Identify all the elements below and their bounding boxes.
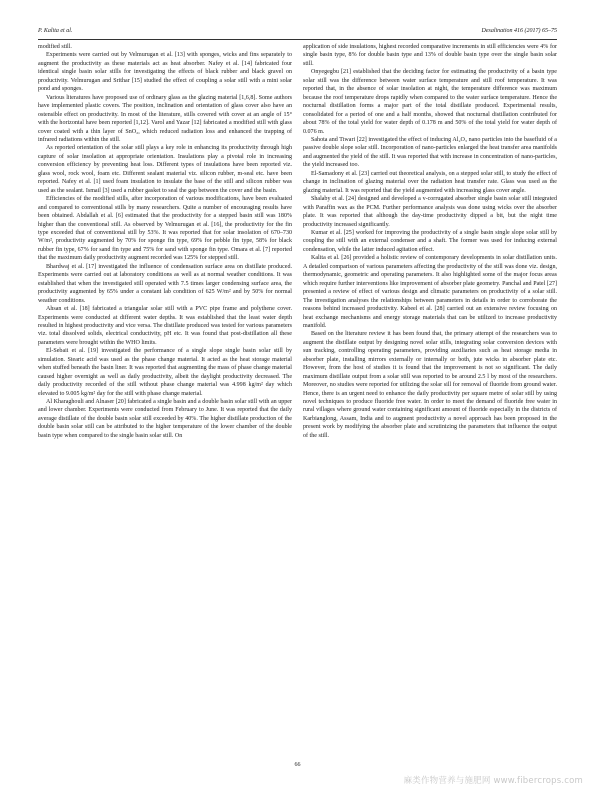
paragraph: El-Sebaii et al. [19] investigated the performance of a single slope single basin solar still by simulation. Stearic acid was used as the phase change material. It acted as the heat storage material when stuffed beneath the basin liner. It was reported that augmenting the mass of phase change material caused higher overnight as well as daily productivity, albeit the daylight productivity decreased. The daily productivity recorded of the still without phase change material was 4.998 kg/m² day which elevated to 9.005 kg/m² day for the still with phase change material. xyxy=(38,348,292,397)
paragraph: El-Samadony et al. [23] carried out theoretical analysis, on a stepped solar still, to study the effect of change in inclination of glazing material over the radiation heat transfer rate. Glass was used as the glazing material. It was reported that the yield augmented with increasing glass cover angle. xyxy=(303,170,557,194)
body-columns xyxy=(38,43,557,440)
paragraph: application of side insulations, highest recorded comparative increments in still efficiencies were 4% for single basin type, 8% for double basin type and 13% of double basin type over the single basin solar still. xyxy=(303,44,557,67)
paragraph: Shalaby et al. [24] designed and developed a v-corrugated absorber single basin solar still integrated with Paraffin wax as the PCM. Further performance analysis was done using wicks over the absorber plate. It was reported that although the day-time productivity dipped a bit, but the night time productivity increased significantly. xyxy=(303,196,557,228)
paragraph: Kumar et al. [25] worked for improving the productivity of a single basin single slope solar still by coupling the still with an external condenser and a shaft. The former was used for inducing external condensation, while the latter induced agitation effect. xyxy=(303,229,557,253)
paragraph: Various literatures have proposed use of ordinary glass as the glazing material [1,6,8]. Some authors have implemented plastic covers. The position, inclination and orientation of glass cover also have an ostensible effect on productivity. In most of the literature, stills covered with cover at an angle of 15° with the horizontal have been reported [1,12]. Varol and Yazar [12] fabricated a modified still with glass cover coated with a thin layer of SnO₂, which reduced radiation loss and enhanced the trapping of infrared radiations within the still. xyxy=(38,94,292,143)
header-rule xyxy=(38,39,557,40)
paragraph: As reported orientation of the solar still plays a key role in enhancing its productivity through high capture of solar insolation at appropriate orientation. Insulations play a pivotal role in increasing conversion efficiency by preventing heat loss. Different types of insulations have been reported viz. glass wool, rock wool, foam etc. Different sealant material viz. silicon rubber, m-seal etc. have been reported. Nafey et al. [1] used foam insulation to insulate the base of the still and silicon rubber was used as the sealant. Ismail [3] used a rubber gasket to seal the gap between the cover and the basin. xyxy=(38,145,292,194)
header-authors: P. Kalita et al. xyxy=(38,28,73,34)
header-journal: Desalination 416 (2017) 65–75 xyxy=(481,28,557,34)
paragraph: Onyegegbu [21] established that the deciding factor for estimating the productivity of a basin type solar still was the difference between water surface temperature and still roof temperature. It was reported that, in the absence of solar insolation at night, the temperature difference was maximum because the roof temperature drops rapidly when compared to the water surface temperature. Hence the nocturnal distillation forms a major part of the total distillate produced. Experimental results, consolidated for a period of one and a half months, showed that nocturnal distillation contributed for about 78% of the total yield for water depth of 0.178 m and 50% of the total yield for water depth of 0.076 m. xyxy=(303,69,557,135)
paragraph: Kalita et al. [26] provided a holistic review of contemporary developments in solar distillation units. A detailed comparison of various parameters affecting the productivity of the still was done viz. design, thermodynamic, geometric and operating parameters. It also highlighted some of the major focus areas which require further interventions like improvement of absorber plate geometry. Panchal and Patel [27] presented a review of effect of various design and climatic parameters on productivity of a solar still. The investigation analyses the relationships between parameters in details in order to corroborate the reasons behind increased productivity. Kabeel et al. [28] carried out an extensive review focusing on heat exchange mechanisms and energy storage materials that can be utilized to increase productivity manifold. xyxy=(303,255,557,329)
running-header xyxy=(38,28,557,34)
right-column xyxy=(303,43,557,440)
paragraph: Experiments were carried out by Velmurugan et al. [13] with sponges, wicks and fins separately to augment the productivity as these materials act as heat absorber. Nafey et al. [14] fabricated four identical single basin solar stills for investigating the effects of black rubber and black gravel on productivity. Velmurugan and Srithar [15] studied the effect of coupling a solar still with a mini solar pond and sponges. xyxy=(38,52,292,93)
left-column xyxy=(38,43,292,440)
page-number: 66 xyxy=(294,762,301,768)
paragraph: Sahota and Tiwari [22] investigated the effect of inducing Al₂O₃ nano particles into the basefluid of a passive double slope solar still. Incorporation of nano-particles enlarged the heat transfer area manifolds and augmented the yield of the still. It was reported that with increase in concentration of nano-particles, the yield increased too. xyxy=(303,136,557,169)
paragraph: Bhardwaj et al. [17] investigated the influence of condensation surface area on distillate produced. Experiments were carried out at laboratory conditions as well as at normal weather conditions. It was established that when the investigated still operated with 7.5 times larger condensing surface area, the productivity augmented by 65% under a constant lab condition of 625 W/m² and by 50% for normal weather conditions. xyxy=(38,263,292,304)
paragraph: Ahsan et al. [18] fabricated a triangular solar still with a PVC pipe frame and polythene cover. Experiments were conducted at different water depths. It was established that the least water depth resulted in highest productivity and vice versa. The distillate produced was tested for various parameters viz. total dissolved solids, electrical conductivity, pH etc. It was found that post-distillation all these parameters were brought within the WHO limits. xyxy=(38,306,292,346)
paragraph: Al Kharaghouli and Alnaser [20] fabricated a single basin and a double basin solar still with an upper and lower chamber. Experiments were conducted from February to June. It was reported that the daily average distillate of the double basin solar still exceeded by 40%. The higher distillate production of the double basin solar still can be attributed to the higher temperature of the lower chamber of the double basin type when compared to the single basin solar still. On xyxy=(38,399,292,439)
paragraph: Efficiencies of the modified stills, after incorporation of various modifications, have been evaluated and compared to conventional stills by many researchers. Quite a number of encouraging results have been obtained. Abdallah et al. [6] estimated that the productivity for a stepped basin still was 180% higher than the conventional still. As observed by Velmurugan et al. [16], the productivity for the fin type exceeded that of conventional still by 53%. It was reported that for solar insolation of 670–730 W/m², productivity augmented by 70% for sponge fin type, 69% for pebble fin type, 58% for black rubber fin type, 67% for sand fin type and 75% for sand with sponge fin type. Omara et al. [7] reported that the maximum daily productivity augment recorded was 125% for stepped still. xyxy=(38,196,292,262)
paragraph: Based on the literature review it has been found that, the primary attempt of the researchers was to augment the distillate output by designing novel solar stills, integrating solar conversion devices with sun tracking, controlling operating parameters, providing auxiliaries such as heat storage media in absorber plate, installing mirrors externally or internally or both, jute wicks in absorber plate etc. However, from the host of studies it is found that the improvement is not so significant. The daily maximum distillate output from a solar still was reported to be around 2.5 l by most of the researchers. Moreover, no studies were reported for utilizing the solar sill for removal of fluoride from ground water. Hence, there is an urgent need to enhance the daily productivity per square metre of solar still by using novel techniques to produce fluoride free water. In order to meet the demand of fluoride free water in rural villages where ground water containing significant amount of fluoride especially in the districts of Karbianglong, Assam, India and to augment productivity a novel approach has been proposed in the present work by modifying the absorber plate and scrutinizing the parameters that influence the output of the still. xyxy=(303,331,557,439)
watermark: 麻类作物营养与施肥网 www.fibercrops.com xyxy=(403,776,583,786)
paragraph: modified still. xyxy=(38,44,72,50)
